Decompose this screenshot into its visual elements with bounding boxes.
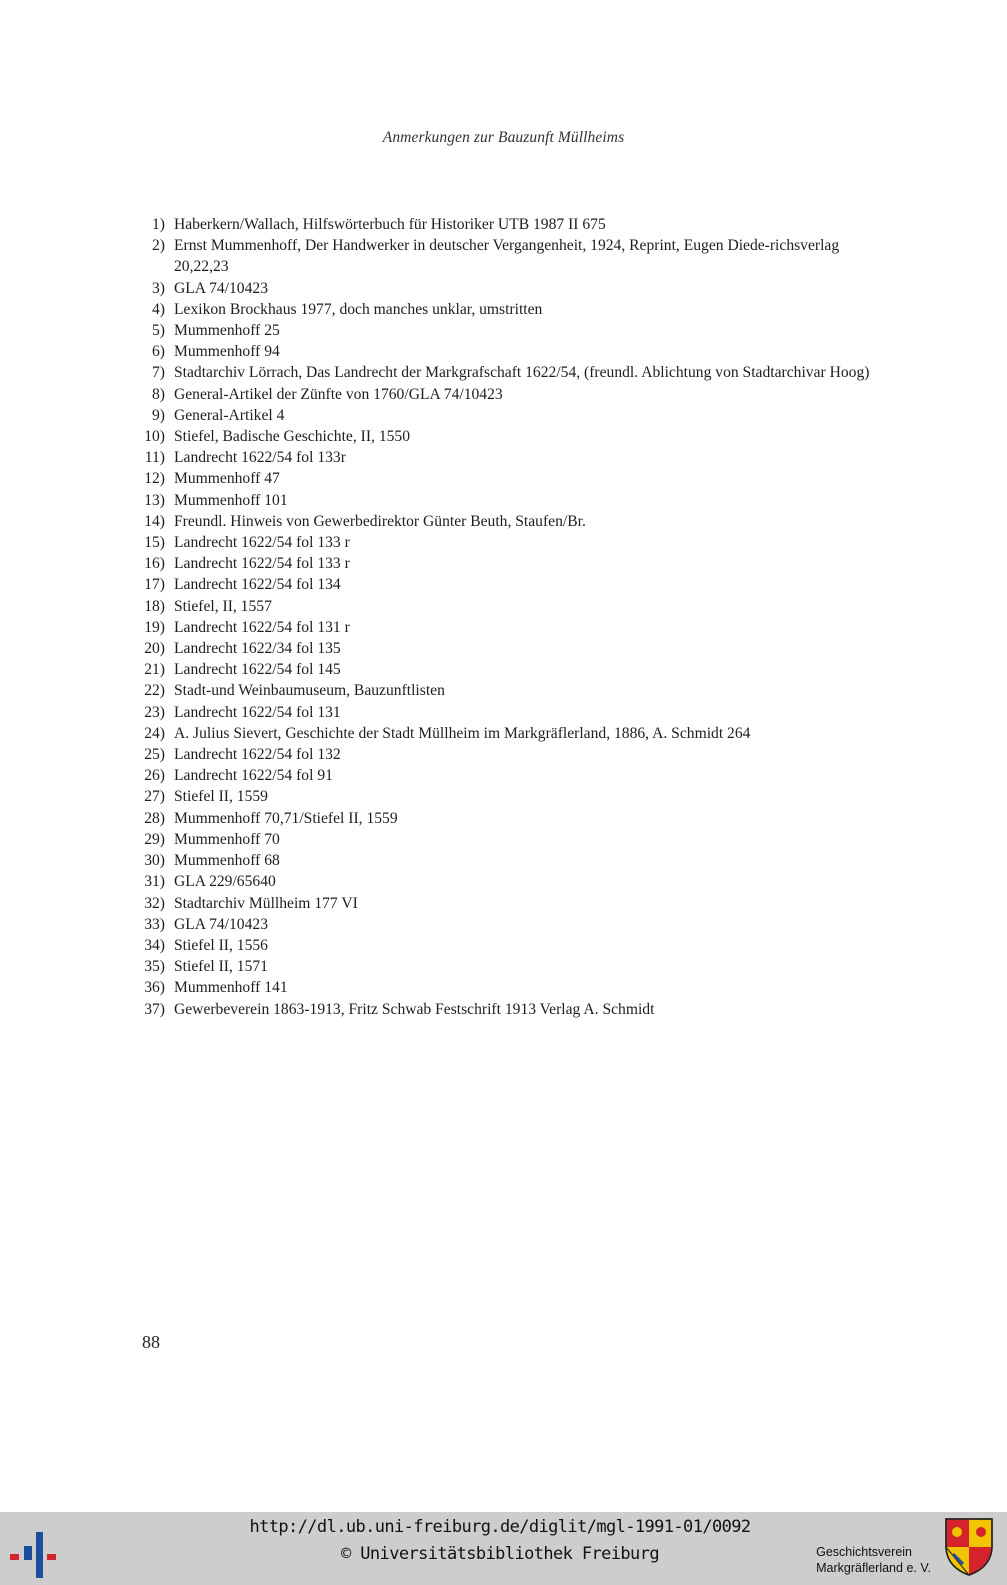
society-name (816, 1544, 931, 1576)
endnote-item (120, 405, 880, 426)
endnote-number: 18) (144, 597, 165, 615)
endnote-item (120, 574, 880, 595)
endnote-number: 5) (152, 322, 165, 340)
endnote-text: Landrecht 1622/54 fol 91 (174, 767, 333, 785)
footer-copyright: © Universitätsbibliothek Freiburg (341, 1544, 659, 1564)
endnote-text: Mummenhoff 47 (174, 470, 280, 488)
endnote-text: Landrecht 1622/54 fol 131 r (174, 618, 350, 636)
endnote-item (120, 299, 880, 320)
footer-url-link[interactable]: http://dl.ub.uni-freiburg.de/diglit/mgl-1991-01/0092 (249, 1517, 751, 1537)
endnote-number: 32) (144, 894, 165, 912)
endnote-number: 14) (144, 512, 165, 530)
endnote-number: 1) (152, 216, 165, 233)
endnote-text: Stadt-und Weinbaumuseum, Bauzunftlisten (174, 682, 445, 700)
endnote-text: Freundl. Hinweis von Gewerbedirektor Günter Beuth, Staufen/Br. (174, 512, 586, 530)
endnote-text: Mummenhoff 101 (174, 491, 288, 509)
endnote-item (120, 893, 880, 914)
endnote-item (120, 702, 880, 723)
society-name-line2: Markgräflerland e. V. (816, 1561, 931, 1575)
endnote-number: 25) (144, 746, 165, 764)
endnote-number: 7) (152, 364, 165, 382)
endnote-item (120, 447, 880, 468)
endnote-text: Landrecht 1622/54 fol 133 r (174, 555, 350, 573)
endnote-item (120, 914, 880, 935)
endnote-text: GLA 74/10423 (174, 279, 268, 297)
endnote-text: Mummenhoff 70 (174, 830, 280, 848)
endnote-number: 21) (144, 661, 165, 679)
endnote-number: 3) (152, 279, 165, 297)
endnote-text: Landrecht 1622/54 fol 133 r (174, 534, 350, 552)
endnote-text: Landrecht 1622/54 fol 132 (174, 746, 341, 764)
endnote-item (120, 808, 880, 829)
endnotes-list (120, 214, 880, 1020)
endnote-number: 19) (144, 618, 165, 636)
endnote-item (120, 384, 880, 405)
endnote-number: 28) (144, 809, 165, 827)
endnote-item (120, 426, 880, 447)
endnote-text: Lexikon Brockhaus 1977, doch manches unklar, umstritten (174, 300, 543, 318)
endnote-item (120, 659, 880, 680)
endnote-text: Landrecht 1622/54 fol 131 (174, 703, 341, 721)
endnote-text: Stiefel II, 1559 (174, 788, 268, 806)
endnote-text: Landrecht 1622/54 fol 145 (174, 661, 341, 679)
endnote-text: Mummenhoff 70,71/Stiefel II, 1559 (174, 809, 398, 827)
endnote-number: 26) (144, 767, 165, 785)
endnote-item (120, 786, 880, 807)
endnote-number: 27) (144, 788, 165, 806)
endnote-text: Mummenhoff 94 (174, 343, 280, 361)
endnote-number: 24) (144, 724, 165, 742)
endnote-item (120, 553, 880, 574)
endnote-item (120, 956, 880, 977)
endnote-item (120, 999, 880, 1020)
society-name-line1: Geschichtsverein (816, 1545, 912, 1559)
endnote-item (120, 362, 880, 383)
footer-bar (0, 1512, 1007, 1585)
endnote-number: 23) (144, 703, 165, 721)
endnote-item (120, 490, 880, 511)
endnote-number: 20) (144, 640, 165, 658)
endnote-number: 13) (144, 491, 165, 509)
endnote-number: 35) (144, 958, 165, 976)
endnote-number: 8) (152, 385, 165, 403)
endnote-item (120, 278, 880, 299)
endnote-text: Landrecht 1622/54 fol 133r (174, 449, 346, 467)
endnote-text: Mummenhoff 25 (174, 322, 280, 340)
endnote-text: General-Artikel der Zünfte von 1760/GLA 74/10423 (174, 385, 503, 403)
endnote-item (120, 596, 880, 617)
endnote-item (120, 765, 880, 786)
endnote-text: Stiefel II, 1571 (174, 958, 268, 976)
endnote-item (120, 977, 880, 998)
endnote-number: 37) (144, 1000, 165, 1018)
endnote-item (120, 214, 880, 235)
endnote-item (120, 638, 880, 659)
endnote-item (120, 744, 880, 765)
endnote-item (120, 532, 880, 553)
endnote-number: 15) (144, 534, 165, 552)
endnote-item (120, 723, 880, 744)
endnote-number: 17) (144, 576, 165, 594)
endnote-text: Mummenhoff 68 (174, 852, 280, 870)
endnote-text: Landrecht 1622/54 fol 134 (174, 576, 341, 594)
running-head: Anmerkungen zur Bauzunft Müllheims (382, 129, 625, 146)
endnote-text: A. Julius Sievert, Geschichte der Stadt Müllheim im Markgräflerland, 1886, A. Schmidt 264 (174, 724, 751, 742)
endnote-text: Stiefel II, 1556 (174, 936, 268, 954)
endnote-text: Ernst Mummenhoff, Der Handwerker in deutscher Vergangenheit, 1924, Reprint, Eugen Diede-richsverlag 20,22,23 (174, 237, 840, 276)
endnote-number: 11) (144, 449, 165, 467)
endnote-item (120, 935, 880, 956)
endnote-number: 10) (144, 428, 165, 446)
endnote-item (120, 871, 880, 892)
coat-of-arms-icon (943, 1516, 995, 1578)
endnote-text: Haberkern/Wallach, Hilfswörterbuch für Historiker UTB 1987 II 675 (174, 216, 606, 233)
endnote-text: GLA 74/10423 (174, 915, 268, 933)
endnote-item (120, 341, 880, 362)
endnote-text: General-Artikel 4 (174, 406, 285, 424)
endnote-item (120, 850, 880, 871)
endnote-number: 33) (144, 915, 165, 933)
endnote-number: 22) (144, 682, 165, 700)
endnote-text: Stadtarchiv Lörrach, Das Landrecht der Markgrafschaft 1622/54, (freundl. Ablichtung von Stadtarchivar Hoog) (174, 364, 870, 382)
endnote-number: 30) (144, 852, 165, 870)
endnote-number: 16) (144, 555, 165, 573)
endnote-text: Gewerbeverein 1863-1913, Fritz Schwab Festschrift 1913 Verlag A. Schmidt (174, 1000, 655, 1018)
endnote-text: Stiefel, II, 1557 (174, 597, 272, 615)
endnote-item (120, 829, 880, 850)
endnote-number: 29) (144, 830, 165, 848)
endnote-text: Stiefel, Badische Geschichte, II, 1550 (174, 428, 411, 446)
endnote-number: 6) (152, 343, 165, 361)
endnote-number: 34) (144, 936, 165, 954)
page-number: 88 (142, 1332, 160, 1352)
endnote-text: Mummenhoff 141 (174, 979, 288, 997)
endnote-item (120, 680, 880, 701)
endnote-item (120, 468, 880, 489)
endnote-number: 4) (152, 300, 165, 318)
endnote-item (120, 320, 880, 341)
endnote-number: 31) (144, 873, 165, 891)
endnote-number: 9) (152, 406, 165, 424)
endnote-text: Stadtarchiv Müllheim 177 VI (174, 894, 358, 912)
endnote-text: Landrecht 1622/34 fol 135 (174, 640, 341, 658)
endnote-text: GLA 229/65640 (174, 873, 276, 891)
endnote-item (120, 511, 880, 532)
endnote-number: 12) (144, 470, 165, 488)
endnote-number: 2) (152, 237, 165, 255)
endnote-number: 36) (144, 979, 165, 997)
endnote-item (120, 617, 880, 638)
endnote-item (120, 235, 880, 277)
